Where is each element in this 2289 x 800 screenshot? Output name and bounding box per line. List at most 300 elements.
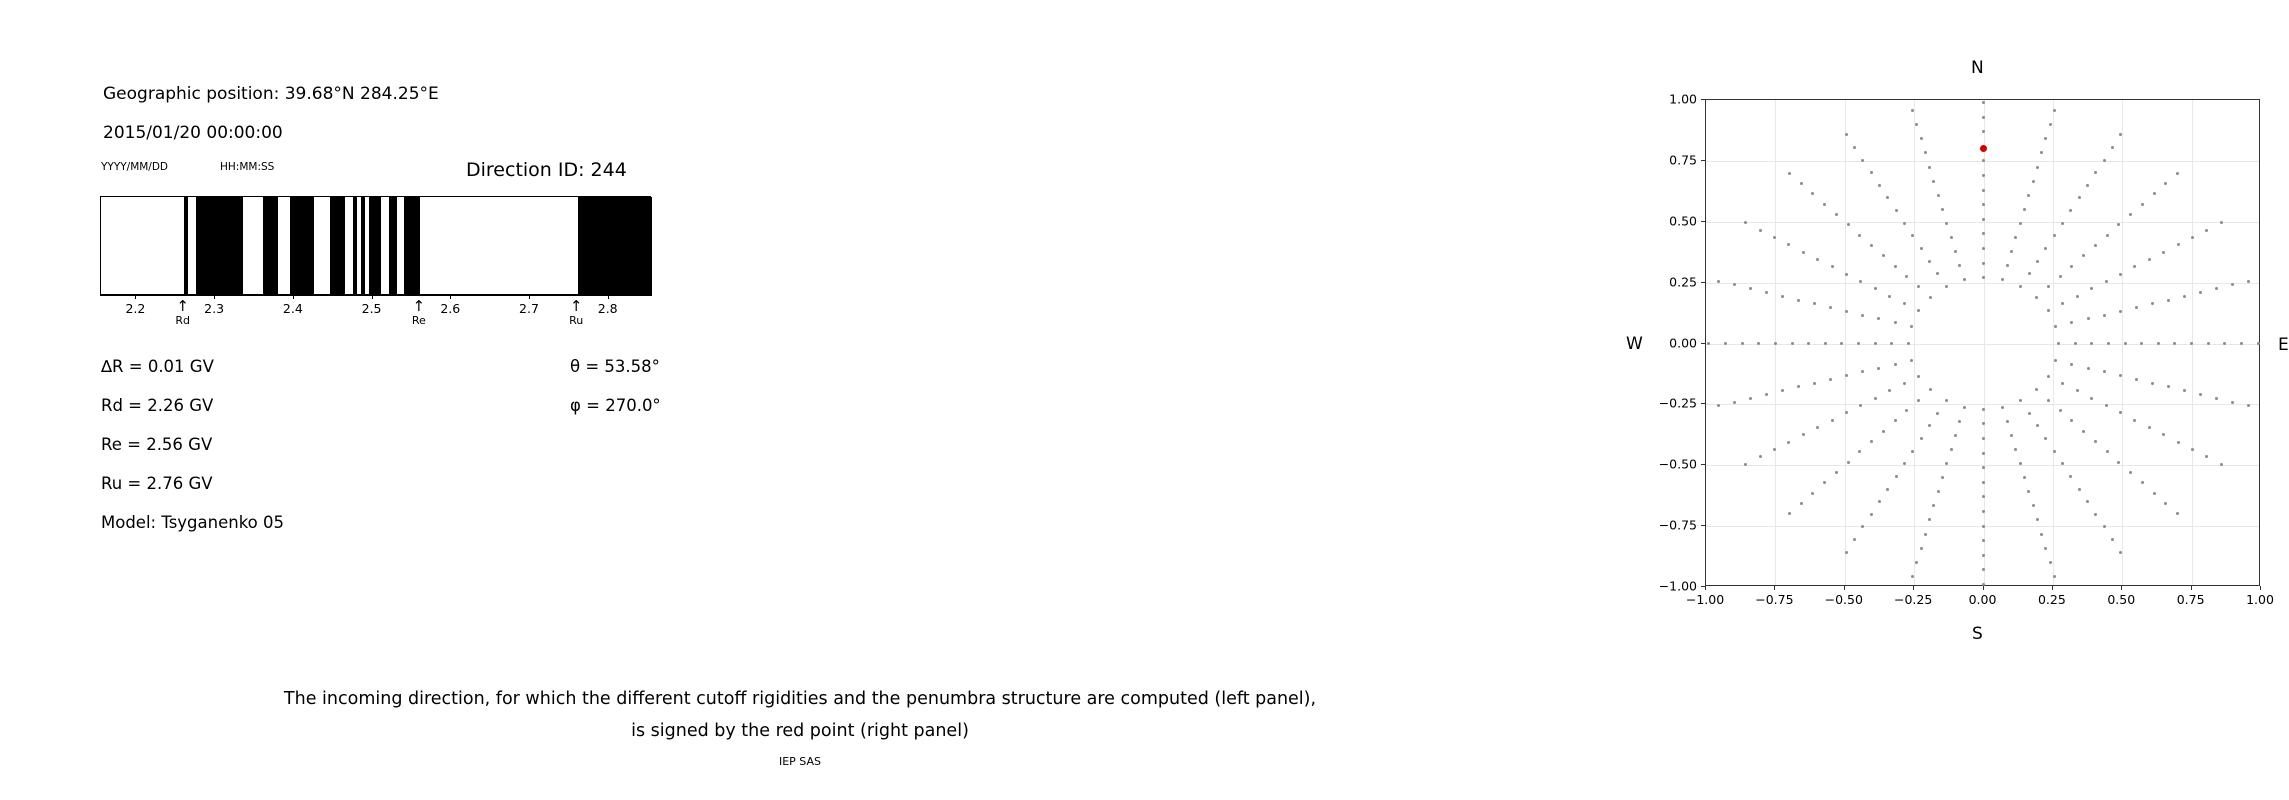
- x-axis-tick-label: 0.75: [2176, 592, 2205, 607]
- direction-point: [1895, 209, 1898, 212]
- direction-point: [1800, 182, 1803, 185]
- direction-point: [2105, 280, 2108, 283]
- direction-point: [1811, 192, 1814, 195]
- direction-point: [1878, 500, 1881, 503]
- direction-point: [1982, 568, 1985, 571]
- x-axis-tick: [1774, 586, 1775, 590]
- direction-point: [1788, 512, 1791, 515]
- direction-point: [1937, 194, 1940, 197]
- direction-point: [1882, 254, 1885, 257]
- direction-point: [1886, 488, 1889, 491]
- direction-point: [2047, 285, 2050, 288]
- direction-point: [1759, 229, 1762, 232]
- direction-point: [1870, 440, 1873, 443]
- direction-point: [2023, 208, 2026, 211]
- direction-point: [1982, 437, 1985, 440]
- direction-point: [2247, 404, 2250, 407]
- x-axis-tick-label: 0.00: [1968, 592, 1997, 607]
- direction-point: [1749, 287, 1752, 290]
- direction-point: [2082, 430, 2085, 433]
- direction-point: [1929, 296, 1932, 299]
- direction-point: [1813, 302, 1816, 305]
- penumbra-forbidden-band: [404, 197, 420, 296]
- direction-point: [1765, 291, 1768, 294]
- direction-point: [1920, 547, 1923, 550]
- value-model: Model: Tsyganenko 05: [101, 513, 285, 532]
- penumbra-forbidden-band: [361, 197, 365, 296]
- direction-point: [1882, 430, 1885, 433]
- direction-point: [1982, 422, 1985, 425]
- direction-point: [1982, 218, 1985, 221]
- direction-point: [1982, 232, 1985, 235]
- y-axis-tick-label: −0.75: [1658, 517, 1697, 533]
- direction-point: [1802, 251, 1805, 254]
- penumbra-axis-tick: [608, 295, 609, 299]
- value-rd: Rd = 2.26 GV: [101, 396, 214, 415]
- direction-point: [1910, 359, 1913, 362]
- y-axis-tick: [1701, 525, 1705, 526]
- direction-point: [2177, 243, 2180, 246]
- y-axis-tick: [1701, 343, 1705, 344]
- direction-point: [1861, 159, 1864, 162]
- direction-point: [1870, 244, 1873, 247]
- direction-point: [1845, 551, 1848, 554]
- direction-point: [2177, 441, 2180, 444]
- direction-point: [1831, 265, 1834, 268]
- cardinal-south: S: [1972, 624, 1983, 644]
- direction-point: [1958, 264, 1961, 267]
- caption-line-2: is signed by the red point (right panel): [631, 721, 969, 742]
- direction-point: [2094, 513, 2097, 516]
- direction-point: [1894, 419, 1897, 422]
- y-axis-tick: [1701, 221, 1705, 222]
- direction-point: [2019, 285, 2022, 288]
- direction-point: [1982, 130, 1985, 133]
- penumbra-axis-tick-label: 2.5: [361, 301, 382, 316]
- x-axis-tick-label: 1.00: [2246, 592, 2274, 607]
- direction-point: [1733, 283, 1736, 286]
- direction-point: [1929, 388, 1932, 391]
- penumbra-axis-tick: [529, 295, 530, 299]
- direction-point: [1749, 397, 1752, 400]
- right-panel: [800, 0, 2289, 660]
- direction-point: [2199, 393, 2202, 396]
- direction-point: [2162, 251, 2165, 254]
- direction-point: [1800, 502, 1803, 505]
- direction-point: [1910, 325, 1913, 328]
- x-axis-tick: [2191, 586, 2192, 590]
- direction-point: [1958, 420, 1961, 423]
- direction-point: [2076, 295, 2079, 298]
- direction-point: [2183, 295, 2186, 298]
- direction-point: [1982, 452, 1985, 455]
- y-axis-tick-label: 1.00: [1669, 91, 1697, 107]
- x-axis-tick: [1844, 586, 1845, 590]
- direction-point: [2006, 420, 2009, 423]
- direction-point: [2164, 182, 2167, 185]
- direction-point: [2140, 342, 2143, 345]
- direction-point: [2106, 234, 2109, 237]
- x-axis-tick: [1705, 586, 1706, 590]
- direction-point: [2176, 512, 2179, 515]
- cardinal-west: W: [1626, 334, 1643, 354]
- direction-point: [1787, 243, 1790, 246]
- direction-point: [2036, 518, 2039, 521]
- direction-id-label: Direction ID: 244: [466, 159, 627, 181]
- grid-line-horizontal: [1706, 344, 2259, 345]
- direction-point: [1920, 137, 1923, 140]
- direction-point: [1816, 258, 1819, 261]
- direction-point: [2027, 490, 2030, 493]
- direction-point: [2191, 448, 2194, 451]
- direction-point: [1829, 306, 1832, 309]
- direction-point: [1835, 213, 1838, 216]
- direction-point: [1759, 455, 1762, 458]
- direction-point: [2094, 440, 2097, 443]
- direction-point: [2135, 306, 2138, 309]
- direction-point: [1890, 342, 1893, 345]
- direction-point: [2035, 388, 2038, 391]
- direction-point: [2124, 342, 2127, 345]
- direction-point: [2054, 359, 2057, 362]
- direction-point: [2059, 275, 2062, 278]
- penumbra-forbidden-band: [369, 197, 381, 296]
- direction-point: [2074, 342, 2077, 345]
- penumbra-forbidden-band: [263, 197, 279, 296]
- direction-point: [2183, 389, 2186, 392]
- direction-point: [2010, 250, 2013, 253]
- direction-point: [2044, 547, 2047, 550]
- direction-point: [1895, 475, 1898, 478]
- direction-point: [1823, 481, 1826, 484]
- penumbra-forbidden-band: [330, 197, 346, 296]
- direction-point: [1982, 262, 1985, 265]
- direction-point: [1870, 513, 1873, 516]
- direction-point: [2231, 401, 2234, 404]
- direction-point: [2032, 180, 2035, 183]
- direction-point: [2001, 278, 2004, 281]
- x-axis-tick: [2121, 586, 2122, 590]
- x-axis-tick-label: −1.00: [1685, 592, 1725, 607]
- direction-point: [1917, 399, 1920, 402]
- direction-point: [1824, 342, 1827, 345]
- direction-point: [1802, 433, 1805, 436]
- penumbra-axis-tick: [450, 295, 451, 299]
- direction-point: [2103, 314, 2106, 317]
- grid-line-horizontal: [1706, 222, 2259, 223]
- direction-point: [2044, 437, 2047, 440]
- direction-point: [2148, 426, 2151, 429]
- direction-point: [2014, 236, 2017, 239]
- direction-point: [2190, 342, 2193, 345]
- y-axis-tick: [1701, 403, 1705, 404]
- direction-point: [1853, 146, 1856, 149]
- direction-point: [1788, 172, 1791, 175]
- direction-point: [2059, 409, 2062, 412]
- direction-point: [2257, 342, 2260, 345]
- direction-point: [2053, 575, 2056, 578]
- direction-point: [1924, 151, 1927, 154]
- direction-point: [2053, 450, 2056, 453]
- datetime-label: 2015/01/20 00:00:00: [103, 123, 283, 143]
- direction-point: [2119, 273, 2122, 276]
- direction-point: [2205, 229, 2208, 232]
- direction-point: [1982, 159, 1985, 162]
- direction-point: [1920, 247, 1923, 250]
- grid-line-horizontal: [1706, 404, 2259, 405]
- direction-point: [2019, 222, 2022, 225]
- direction-point: [2086, 184, 2089, 187]
- direction-point: [2117, 223, 2120, 226]
- direction-point: [2082, 254, 2085, 257]
- penumbra-axis-tick-label: 2.2: [125, 301, 146, 316]
- direction-point: [1982, 408, 1985, 411]
- direction-point: [1941, 476, 1944, 479]
- value-re: Re = 2.56 GV: [101, 435, 213, 454]
- grid-line-vertical: [1914, 100, 1915, 585]
- direction-point: [2053, 109, 2056, 112]
- value-ru: Ru = 2.76 GV: [101, 474, 213, 493]
- direction-point: [2162, 433, 2165, 436]
- direction-point: [2076, 389, 2079, 392]
- penumbra-forbidden-band: [290, 197, 314, 296]
- direction-point: [1894, 321, 1897, 324]
- direction-point: [2061, 222, 2064, 225]
- rigidity-marker-re: ↑ Re: [411, 297, 426, 327]
- direction-point: [2036, 166, 2039, 169]
- direction-point: [2240, 342, 2243, 345]
- direction-point: [1811, 492, 1814, 495]
- penumbra-forbidden-band: [353, 197, 357, 296]
- direction-point: [2153, 492, 2156, 495]
- direction-point: [1888, 295, 1891, 298]
- direction-point: [1773, 236, 1776, 239]
- direction-point: [2036, 260, 2039, 263]
- direction-point: [1707, 342, 1710, 345]
- direction-point: [1874, 287, 1877, 290]
- direction-point: [2070, 363, 2073, 366]
- direction-point: [2035, 296, 2038, 299]
- direction-point: [2078, 196, 2081, 199]
- direction-point: [1982, 116, 1985, 119]
- direction-point: [2157, 342, 2160, 345]
- direction-point: [1945, 285, 1948, 288]
- direction-point: [1945, 399, 1948, 402]
- direction-point: [2094, 244, 2097, 247]
- direction-point: [2049, 123, 2052, 126]
- y-axis-tick: [1701, 464, 1705, 465]
- direction-point: [1950, 236, 1953, 239]
- cardinal-east: E: [2278, 335, 2289, 355]
- direction-point: [1982, 539, 1985, 542]
- direction-point: [1757, 342, 1760, 345]
- direction-point: [1717, 404, 1720, 407]
- direction-point: [1911, 450, 1914, 453]
- direction-point: [1853, 538, 1856, 541]
- direction-point: [1724, 342, 1727, 345]
- y-axis-tick-label: 0.50: [1669, 213, 1697, 229]
- penumbra-axis-tick: [135, 295, 136, 299]
- direction-point: [1797, 299, 1800, 302]
- direction-point: [2044, 247, 2047, 250]
- direction-point: [2191, 236, 2194, 239]
- rigidity-marker-ru: ↑ Ru: [569, 297, 584, 327]
- direction-point: [1874, 397, 1877, 400]
- direction-point: [2047, 399, 2050, 402]
- grid-line-vertical: [2053, 100, 2054, 585]
- direction-point: [2040, 151, 2043, 154]
- direction-point: [1847, 461, 1850, 464]
- direction-point: [1932, 180, 1935, 183]
- direction-point: [2069, 209, 2072, 212]
- direction-point: [2176, 172, 2179, 175]
- direction-point: [2078, 488, 2081, 491]
- direction-point: [2090, 342, 2093, 345]
- direction-point: [1982, 203, 1985, 206]
- direction-point: [2119, 310, 2122, 313]
- direction-point: [2220, 221, 2223, 224]
- figure-caption: [0, 683, 1600, 748]
- direction-point: [2010, 434, 2013, 437]
- direction-point: [1920, 437, 1923, 440]
- direction-point: [2153, 192, 2156, 195]
- direction-point: [1950, 448, 1953, 451]
- direction-point: [1963, 278, 1966, 281]
- y-axis-tick-label: −0.25: [1658, 395, 1697, 411]
- direction-point: [2023, 476, 2026, 479]
- y-axis-tick-label: −0.50: [1658, 456, 1697, 472]
- direction-point: [2061, 302, 2064, 305]
- direction-point: [2019, 399, 2022, 402]
- direction-point: [1928, 166, 1931, 169]
- value-phi: φ = 270.0°: [570, 396, 661, 415]
- direction-point: [1982, 174, 1985, 177]
- direction-point: [1982, 510, 1985, 513]
- direction-point: [1907, 342, 1910, 345]
- direction-point: [2141, 203, 2144, 206]
- direction-point: [2167, 299, 2170, 302]
- penumbra-axis-tick: [293, 295, 294, 299]
- direction-point: [2014, 448, 2017, 451]
- direction-point: [1773, 448, 1776, 451]
- direction-point: [2006, 264, 2009, 267]
- direction-point: [1877, 367, 1880, 370]
- direction-point: [1813, 382, 1816, 385]
- direction-point: [2036, 424, 2039, 427]
- direction-point: [1877, 317, 1880, 320]
- grid-line-horizontal: [1706, 283, 2259, 284]
- penumbra-axis-tick: [372, 295, 373, 299]
- penumbra-forbidden-band: [389, 197, 397, 296]
- selected-direction-point: [1980, 145, 1987, 152]
- direction-point: [1858, 450, 1861, 453]
- direction-point: [2133, 419, 2136, 422]
- direction-point: [2070, 265, 2073, 268]
- direction-point: [1917, 285, 1920, 288]
- direction-point: [1982, 247, 1985, 250]
- direction-point: [2103, 370, 2106, 373]
- direction-point: [1982, 554, 1985, 557]
- direction-point: [2215, 287, 2218, 290]
- direction-point: [2220, 463, 2223, 466]
- direction-point: [2086, 500, 2089, 503]
- penumbra-axis-tick-label: 2.6: [440, 301, 461, 316]
- direction-point: [2087, 367, 2090, 370]
- direction-point: [1915, 561, 1918, 564]
- direction-point: [1928, 424, 1931, 427]
- x-axis-tick: [2052, 586, 2053, 590]
- y-axis-tick: [1701, 160, 1705, 161]
- penumbra-axis-tick-label: 2.3: [204, 301, 225, 316]
- direction-point: [1932, 504, 1935, 507]
- direction-point: [1982, 276, 1985, 279]
- direction-point: [1845, 411, 1848, 414]
- penumbra-forbidden-band: [578, 197, 652, 296]
- direction-point: [1903, 302, 1906, 305]
- x-axis-tick: [1913, 586, 1914, 590]
- direction-point: [1911, 575, 1914, 578]
- direction-point: [1905, 409, 1908, 412]
- x-axis-tick: [1983, 586, 1984, 590]
- direction-point: [1903, 382, 1906, 385]
- direction-point: [2111, 538, 2114, 541]
- direction-point: [1861, 314, 1864, 317]
- direction-point: [2205, 455, 2208, 458]
- direction-point: [2027, 194, 2030, 197]
- direction-point: [1915, 123, 1918, 126]
- penumbra-axis-tick-label: 2.8: [597, 301, 618, 316]
- direction-point: [2090, 397, 2093, 400]
- direction-point: [2111, 146, 2114, 149]
- direction-point: [2199, 291, 2202, 294]
- direction-point: [1741, 342, 1744, 345]
- time-format-hint: HH:MM:SS: [220, 161, 275, 173]
- direction-point: [1905, 275, 1908, 278]
- direction-point: [1829, 378, 1832, 381]
- sky-plot-area: [1705, 99, 2260, 586]
- direction-point: [1982, 189, 1985, 192]
- direction-point: [1928, 518, 1931, 521]
- direction-point: [1845, 273, 1848, 276]
- x-axis-tick-label: −0.50: [1824, 592, 1863, 607]
- direction-point: [1807, 342, 1810, 345]
- geographic-position: Geographic position: 39.68°N 284.25°E: [103, 84, 439, 104]
- direction-point: [2129, 471, 2132, 474]
- direction-point: [1937, 490, 1940, 493]
- direction-point: [2223, 342, 2226, 345]
- direction-point: [1781, 295, 1784, 298]
- direction-point: [1861, 525, 1864, 528]
- x-axis-tick-label: 0.25: [2037, 592, 2066, 607]
- direction-point: [1791, 342, 1794, 345]
- direction-point: [1945, 222, 1948, 225]
- direction-point: [1936, 272, 1939, 275]
- x-axis-tick-label: −0.25: [1893, 592, 1933, 607]
- footer-credit: IEP SAS: [778, 755, 822, 768]
- direction-point: [2032, 504, 2035, 507]
- direction-point: [1888, 389, 1891, 392]
- direction-point: [1886, 196, 1889, 199]
- direction-point: [1845, 133, 1848, 136]
- penumbra-axis-tick: [214, 295, 215, 299]
- direction-point: [2119, 374, 2122, 377]
- direction-point: [1903, 222, 1906, 225]
- direction-point: [2231, 283, 2234, 286]
- x-axis-tick-label: 0.50: [2107, 592, 2136, 607]
- direction-point: [2090, 287, 2093, 290]
- direction-point: [2001, 406, 2004, 409]
- direction-point: [2141, 481, 2144, 484]
